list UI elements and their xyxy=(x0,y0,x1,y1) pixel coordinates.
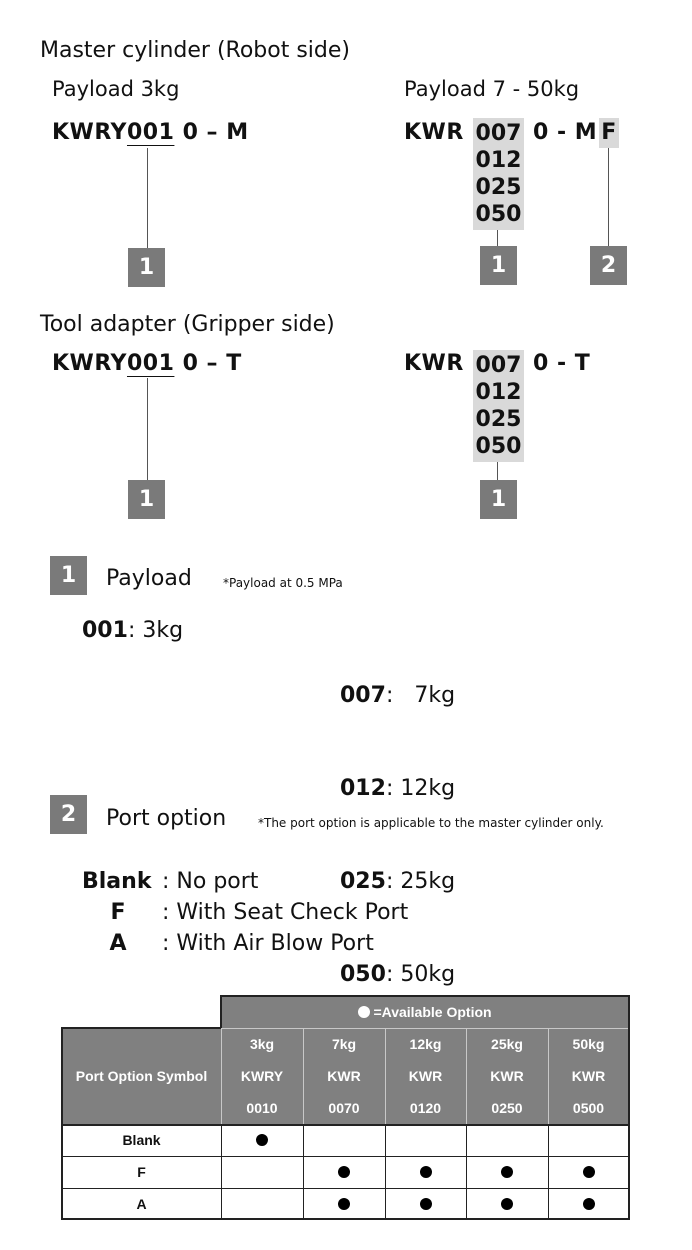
tool-heading: Tool adapter (Gripper side) xyxy=(40,312,335,337)
table-gridline xyxy=(466,1124,467,1219)
code-payload-segment: 001 xyxy=(126,120,175,145)
table-gridline xyxy=(221,1028,222,1124)
marker-2: 2 xyxy=(590,246,627,285)
size-options-list xyxy=(473,118,524,228)
table-gridline xyxy=(62,1188,629,1189)
column-code: 0500 xyxy=(548,1092,629,1124)
payload-code: 012 xyxy=(340,776,386,801)
section-number-1: 1 xyxy=(50,556,87,595)
table-gridline xyxy=(61,1027,221,1029)
payload-item xyxy=(340,866,455,897)
availability-cell xyxy=(385,1156,466,1188)
size-option: 007 xyxy=(475,353,522,378)
payload-item xyxy=(340,959,455,990)
tool-right-code-mid: 0 - T xyxy=(533,351,591,376)
port-letter-box xyxy=(599,118,619,148)
availability-cell xyxy=(548,1156,629,1188)
payload-code: 007 xyxy=(340,683,386,708)
row-symbol: F xyxy=(62,1156,221,1188)
port-desc: : No port xyxy=(162,869,259,894)
size-option: 050 xyxy=(475,434,522,459)
table-gridline xyxy=(548,1028,549,1124)
availability-cell xyxy=(221,1156,303,1188)
size-option: 012 xyxy=(475,148,522,173)
availability-cell xyxy=(548,1188,629,1219)
available-dot-icon xyxy=(256,1134,268,1146)
column-code: 0010 xyxy=(221,1092,303,1124)
table-gridline xyxy=(62,1124,629,1126)
master-right-code-mid: 0 - M xyxy=(533,120,598,145)
table-gridline xyxy=(220,995,222,1028)
column-series: KWR xyxy=(548,1060,629,1092)
table-gridline xyxy=(220,995,630,997)
table-gridline xyxy=(385,1028,386,1124)
table-gridline xyxy=(62,1156,629,1157)
availability-cell xyxy=(466,1188,548,1219)
port-symbol: F xyxy=(110,900,126,925)
section-number-2: 2 xyxy=(50,795,87,834)
table-legend xyxy=(221,996,629,1028)
availability-cell xyxy=(221,1124,303,1156)
column-series: KWR xyxy=(385,1060,466,1092)
availability-cell xyxy=(385,1188,466,1219)
table-gridline xyxy=(548,1124,549,1219)
payload-code: 001 xyxy=(82,618,128,643)
leader-line xyxy=(608,148,609,246)
availability-cell xyxy=(466,1124,548,1156)
payload-value: : 12kg xyxy=(385,776,456,801)
payload-item xyxy=(340,773,455,804)
column-series: KWRY xyxy=(221,1060,303,1092)
table-gridline xyxy=(221,1124,222,1219)
available-dot-icon xyxy=(583,1166,595,1178)
table-gridline xyxy=(466,1028,467,1124)
port-note: *The port option is applicable to the master cylinder only. xyxy=(258,816,604,830)
payload-item xyxy=(340,680,455,711)
payload-code: 050 xyxy=(340,962,386,987)
master-payload-3kg-label: Payload 3kg xyxy=(52,77,180,101)
leader-line xyxy=(497,230,498,246)
payload-section-title: Payload xyxy=(106,566,192,591)
code-prefix: KWRY xyxy=(52,120,127,145)
available-dot-icon xyxy=(420,1198,432,1210)
code-suffix: 0 – T xyxy=(174,351,242,376)
master-left-model-code xyxy=(52,120,249,145)
available-dot-icon xyxy=(338,1166,350,1178)
legend-text: =Available Option xyxy=(373,1004,492,1020)
table-gridline xyxy=(385,1124,386,1219)
size-option: 025 xyxy=(475,175,522,200)
code-suffix: 0 – M xyxy=(174,120,249,145)
column-code: 0120 xyxy=(385,1092,466,1124)
code-prefix: KWRY xyxy=(52,351,127,376)
column-code: 0250 xyxy=(466,1092,548,1124)
marker-1: 1 xyxy=(128,480,165,519)
column-payload: 12kg xyxy=(385,1028,466,1060)
table-gridline xyxy=(303,1124,304,1219)
available-dot-icon xyxy=(420,1166,432,1178)
available-dot-icon xyxy=(501,1198,513,1210)
leader-line xyxy=(147,148,148,248)
payload-value: : 50kg xyxy=(385,962,456,987)
row-header-label: Port Option Symbol xyxy=(62,1028,221,1124)
payload-value: : 7kg xyxy=(385,683,456,708)
size-options-box xyxy=(473,350,524,462)
marker-1: 1 xyxy=(480,246,517,285)
master-payload-7-50kg-label: Payload 7 - 50kg xyxy=(404,77,580,101)
column-code: 0070 xyxy=(303,1092,385,1124)
size-option: 050 xyxy=(475,202,522,227)
white-dot-icon xyxy=(358,1006,370,1018)
code-payload-segment: 001 xyxy=(126,351,175,376)
port-section-title: Port option xyxy=(106,806,227,831)
availability-cell xyxy=(385,1124,466,1156)
payload-note: *Payload at 0.5 MPa xyxy=(223,576,343,590)
availability-cell xyxy=(303,1124,385,1156)
column-payload: 7kg xyxy=(303,1028,385,1060)
port-symbol: A xyxy=(109,931,127,956)
port-desc: : With Seat Check Port xyxy=(162,900,409,925)
payload-value: : 3kg xyxy=(127,618,184,643)
row-symbol: Blank xyxy=(62,1124,221,1156)
marker-1: 1 xyxy=(128,248,165,287)
table-gridline xyxy=(61,1218,630,1220)
port-desc: : With Air Blow Port xyxy=(162,931,374,956)
port-symbol: Blank xyxy=(82,869,152,894)
row-symbol: A xyxy=(62,1188,221,1219)
table-gridline xyxy=(628,995,630,1220)
column-payload: 3kg xyxy=(221,1028,303,1060)
size-option: 025 xyxy=(475,407,522,432)
payload-item xyxy=(82,618,183,643)
leader-line xyxy=(147,378,148,480)
availability-cell xyxy=(466,1156,548,1188)
column-payload: 50kg xyxy=(548,1028,629,1060)
available-dot-icon xyxy=(583,1198,595,1210)
master-heading: Master cylinder (Robot side) xyxy=(40,38,350,63)
payload-value: : 25kg xyxy=(385,869,456,894)
available-dot-icon xyxy=(338,1198,350,1210)
availability-cell xyxy=(221,1188,303,1219)
table-gridline xyxy=(61,1027,63,1220)
column-series: KWR xyxy=(303,1060,385,1092)
availability-cell xyxy=(548,1124,629,1156)
tool-left-model-code xyxy=(52,351,242,376)
availability-cell xyxy=(303,1188,385,1219)
available-dot-icon xyxy=(501,1166,513,1178)
table-gridline xyxy=(303,1028,304,1124)
marker-1: 1 xyxy=(480,480,517,519)
port-letter: F xyxy=(601,120,617,145)
column-payload: 25kg xyxy=(466,1028,548,1060)
payload-code: 025 xyxy=(340,869,386,894)
master-right-code-prefix: KWR xyxy=(404,120,464,145)
tool-right-code-prefix: KWR xyxy=(404,351,464,376)
size-options-box xyxy=(473,118,524,230)
size-options-list xyxy=(473,350,524,460)
leader-line xyxy=(497,462,498,480)
availability-cell xyxy=(303,1156,385,1188)
table-gridline xyxy=(221,1028,629,1029)
column-series: KWR xyxy=(466,1060,548,1092)
size-option: 012 xyxy=(475,380,522,405)
size-option: 007 xyxy=(475,121,522,146)
